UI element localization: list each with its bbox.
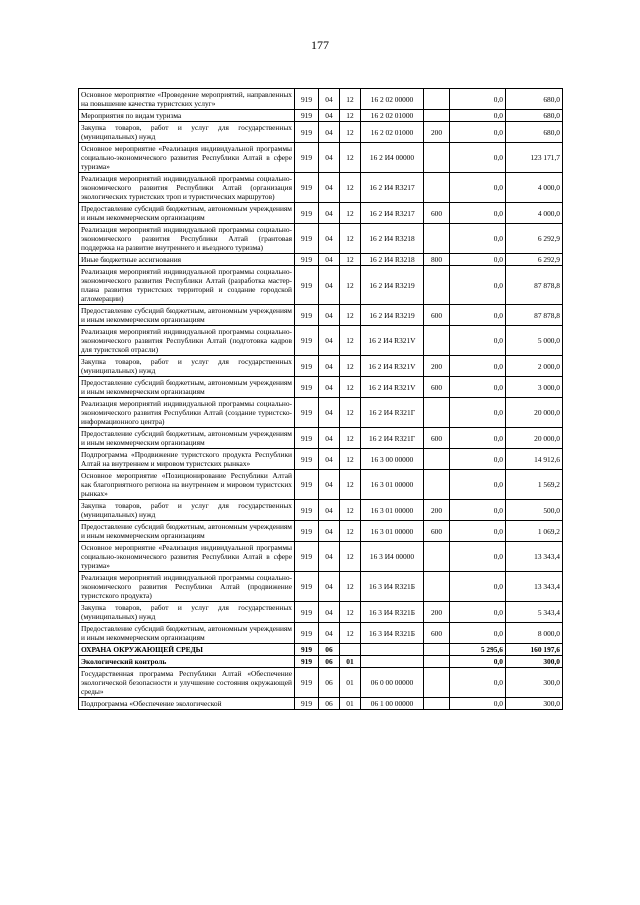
row-admin-code-cell: 919: [295, 668, 319, 698]
budget-table: [78, 88, 563, 710]
row-target-article-cell: 16 2 И4 R3217: [361, 173, 424, 203]
row-amount-2-cell: 13 343,4: [506, 572, 563, 602]
row-target-article-cell: 16 2 И4 R3219: [361, 266, 424, 305]
table-row: [79, 122, 563, 143]
row-amount-1-cell: 0,0: [450, 470, 506, 500]
row-target-article-cell: 16 2 02 00000: [361, 89, 424, 110]
row-admin-code-cell: 919: [295, 122, 319, 143]
row-admin-code-cell: 919: [295, 623, 319, 644]
row-admin-code-cell: 919: [295, 173, 319, 203]
row-name-cell: Предоставление субсидий бюджетным, автономным учреждениям и иным некоммерческим организациям: [79, 377, 295, 398]
row-expense-type-cell: [424, 572, 450, 602]
row-amount-2-cell: 1 569,2: [506, 470, 563, 500]
row-expense-type-cell: [424, 398, 450, 428]
row-section-cell: 04: [319, 500, 340, 521]
row-amount-1-cell: 0,0: [450, 542, 506, 572]
row-section-cell: 04: [319, 623, 340, 644]
row-name-cell: Предоставление субсидий бюджетным, автономным учреждениям и иным некоммерческим организациям: [79, 305, 295, 326]
row-admin-code-cell: 919: [295, 398, 319, 428]
row-amount-1-cell: 0,0: [450, 305, 506, 326]
row-amount-1-cell: 0,0: [450, 698, 506, 710]
row-amount-1-cell: 0,0: [450, 224, 506, 254]
page-number: 177: [311, 38, 329, 52]
table-row: [79, 143, 563, 173]
row-section-cell: 04: [319, 398, 340, 428]
row-target-article-cell: 06 0 00 00000: [361, 668, 424, 698]
row-admin-code-cell: 919: [295, 356, 319, 377]
row-section-cell: 04: [319, 356, 340, 377]
row-expense-type-cell: [424, 470, 450, 500]
row-section-cell: 06: [319, 698, 340, 710]
row-target-article-cell: 16 2 02 01000: [361, 110, 424, 122]
row-section-cell: 06: [319, 668, 340, 698]
row-section-cell: 04: [319, 542, 340, 572]
row-target-article-cell: 16 3 01 00000: [361, 500, 424, 521]
row-subsection-cell: 01: [340, 668, 361, 698]
row-section-cell: 04: [319, 449, 340, 470]
row-name-cell: Предоставление субсидий бюджетным, автономным учреждениям и иным некоммерческим организациям: [79, 623, 295, 644]
row-amount-2-cell: 6 292,9: [506, 224, 563, 254]
row-admin-code-cell: 919: [295, 500, 319, 521]
row-admin-code-cell: 919: [295, 428, 319, 449]
table-row: [79, 254, 563, 266]
row-section-cell: 04: [319, 377, 340, 398]
row-section-cell: 04: [319, 143, 340, 173]
row-amount-1-cell: 0,0: [450, 173, 506, 203]
row-expense-type-cell: [424, 698, 450, 710]
row-amount-2-cell: 2 000,0: [506, 356, 563, 377]
row-amount-1-cell: 0,0: [450, 602, 506, 623]
row-name-cell: Основное мероприятие «Реализация индивидуальной программы социально-экономического развития Республики Алтай в сфере туризма»: [79, 542, 295, 572]
row-subsection-cell: 12: [340, 521, 361, 542]
row-amount-2-cell: 4 000,0: [506, 203, 563, 224]
row-amount-2-cell: 680,0: [506, 89, 563, 110]
row-section-cell: 04: [319, 254, 340, 266]
row-section-cell: 04: [319, 305, 340, 326]
row-target-article-cell: 16 2 И4 00000: [361, 143, 424, 173]
row-section-cell: 04: [319, 89, 340, 110]
row-subsection-cell: 12: [340, 326, 361, 356]
row-amount-2-cell: 4 000,0: [506, 173, 563, 203]
row-subsection-cell: 12: [340, 143, 361, 173]
row-section-cell: 04: [319, 521, 340, 542]
table-row: [79, 266, 563, 305]
row-subsection-cell: 12: [340, 110, 361, 122]
row-amount-1-cell: 0,0: [450, 356, 506, 377]
row-name-cell: Предоставление субсидий бюджетным, автономным учреждениям и иным некоммерческим организациям: [79, 521, 295, 542]
row-target-article-cell: 16 2 И4 R321V: [361, 377, 424, 398]
row-subsection-cell: 12: [340, 623, 361, 644]
row-expense-type-cell: [424, 644, 450, 656]
row-admin-code-cell: 919: [295, 326, 319, 356]
row-target-article-cell: [361, 656, 424, 668]
table-row: [79, 656, 563, 668]
row-section-cell: 06: [319, 644, 340, 656]
table-row: [79, 500, 563, 521]
row-target-article-cell: 16 3 И4 R321Б: [361, 572, 424, 602]
row-section-cell: 04: [319, 224, 340, 254]
row-subsection-cell: 01: [340, 656, 361, 668]
row-amount-1-cell: 0,0: [450, 623, 506, 644]
row-amount-2-cell: 160 197,6: [506, 644, 563, 656]
table-row: [79, 173, 563, 203]
row-amount-2-cell: 13 343,4: [506, 542, 563, 572]
row-subsection-cell: 12: [340, 398, 361, 428]
row-target-article-cell: 16 2 И4 R321V: [361, 326, 424, 356]
table-row: [79, 398, 563, 428]
row-admin-code-cell: 919: [295, 644, 319, 656]
row-amount-2-cell: 5 343,4: [506, 602, 563, 623]
row-target-article-cell: 16 3 И4 00000: [361, 542, 424, 572]
row-amount-1-cell: 0,0: [450, 398, 506, 428]
row-amount-1-cell: 0,0: [450, 326, 506, 356]
row-amount-2-cell: 87 878,8: [506, 266, 563, 305]
table-row: [79, 305, 563, 326]
row-expense-type-cell: [424, 266, 450, 305]
row-admin-code-cell: 919: [295, 449, 319, 470]
row-subsection-cell: 12: [340, 542, 361, 572]
row-subsection-cell: 12: [340, 266, 361, 305]
row-expense-type-cell: 600: [424, 521, 450, 542]
row-target-article-cell: 16 2 И4 R321Г: [361, 428, 424, 449]
row-amount-1-cell: 0,0: [450, 521, 506, 542]
row-target-article-cell: 16 2 И4 R3219: [361, 305, 424, 326]
row-expense-type-cell: [424, 224, 450, 254]
row-expense-type-cell: 600: [424, 377, 450, 398]
row-admin-code-cell: 919: [295, 572, 319, 602]
row-section-cell: 04: [319, 602, 340, 623]
row-subsection-cell: [340, 644, 361, 656]
row-subsection-cell: 12: [340, 305, 361, 326]
row-admin-code-cell: 919: [295, 254, 319, 266]
row-amount-2-cell: 8 000,0: [506, 623, 563, 644]
row-section-cell: 06: [319, 656, 340, 668]
table-row: [79, 602, 563, 623]
row-name-cell: ОХРАНА ОКРУЖАЮЩЕЙ СРЕДЫ: [79, 644, 295, 656]
row-name-cell: Реализация мероприятий индивидуальной программы социально-экономического развития Республики Алтай (разработка мастер-плана развития туристских территорий и создание городской агломерации): [79, 266, 295, 305]
row-expense-type-cell: [424, 668, 450, 698]
row-subsection-cell: 12: [340, 173, 361, 203]
row-expense-type-cell: [424, 110, 450, 122]
row-name-cell: Основное мероприятие «Реализация индивидуальной программы социально-экономического развития Республики Алтай в сфере туризма»: [79, 143, 295, 173]
row-name-cell: Реализация мероприятий индивидуальной программы социально-экономического развития Республики Алтай (создание туристско-информационного центра): [79, 398, 295, 428]
row-target-article-cell: 16 3 И4 R321Б: [361, 623, 424, 644]
row-name-cell: Экологический контроль: [79, 656, 295, 668]
row-amount-1-cell: 0,0: [450, 110, 506, 122]
row-expense-type-cell: 200: [424, 122, 450, 143]
row-subsection-cell: 12: [340, 428, 361, 449]
row-section-cell: 04: [319, 428, 340, 449]
row-amount-1-cell: 0,0: [450, 572, 506, 602]
row-amount-2-cell: 3 000,0: [506, 377, 563, 398]
row-name-cell: Реализация мероприятий индивидуальной программы социально-экономического развития Республики Алтай (грантовая поддержка на развитие внутреннего и въездного туризма): [79, 224, 295, 254]
row-amount-1-cell: 0,0: [450, 500, 506, 521]
row-target-article-cell: 16 2 И4 R3218: [361, 224, 424, 254]
row-expense-type-cell: 600: [424, 428, 450, 449]
row-admin-code-cell: 919: [295, 698, 319, 710]
row-expense-type-cell: [424, 542, 450, 572]
row-section-cell: 04: [319, 203, 340, 224]
row-section-cell: 04: [319, 572, 340, 602]
row-amount-2-cell: 6 292,9: [506, 254, 563, 266]
row-amount-1-cell: 0,0: [450, 203, 506, 224]
row-name-cell: Иные бюджетные ассигнования: [79, 254, 295, 266]
table-row: [79, 428, 563, 449]
row-admin-code-cell: 919: [295, 305, 319, 326]
table-row: [79, 698, 563, 710]
row-expense-type-cell: 600: [424, 305, 450, 326]
row-admin-code-cell: 919: [295, 143, 319, 173]
row-target-article-cell: 16 2 И4 R3218: [361, 254, 424, 266]
row-target-article-cell: [361, 644, 424, 656]
row-expense-type-cell: [424, 326, 450, 356]
row-name-cell: Основное мероприятие «Позиционирование Республики Алтай как благоприятного региона на внутреннем и мировом туристских рынках»: [79, 470, 295, 500]
row-admin-code-cell: 919: [295, 224, 319, 254]
table-row: [79, 449, 563, 470]
row-subsection-cell: 01: [340, 698, 361, 710]
row-section-cell: 04: [319, 326, 340, 356]
row-amount-1-cell: 5 295,6: [450, 644, 506, 656]
row-name-cell: Подпрограмма «Продвижение туристского продукта Республики Алтай на внутреннем и мировом туристских рынках»: [79, 449, 295, 470]
row-amount-2-cell: 680,0: [506, 110, 563, 122]
row-amount-1-cell: 0,0: [450, 122, 506, 143]
row-amount-1-cell: 0,0: [450, 656, 506, 668]
row-name-cell: Подпрограмма «Обеспечение экологической: [79, 698, 295, 710]
row-target-article-cell: 16 2 И4 R321V: [361, 356, 424, 377]
table-row: [79, 89, 563, 110]
row-amount-2-cell: 300,0: [506, 668, 563, 698]
row-amount-1-cell: 0,0: [450, 89, 506, 110]
row-name-cell: Мероприятия по видам туризма: [79, 110, 295, 122]
row-subsection-cell: 12: [340, 572, 361, 602]
table-row: [79, 668, 563, 698]
row-subsection-cell: 12: [340, 470, 361, 500]
row-amount-2-cell: 1 069,2: [506, 521, 563, 542]
row-subsection-cell: 12: [340, 500, 361, 521]
table-row: [79, 470, 563, 500]
row-subsection-cell: 12: [340, 602, 361, 623]
budget-table-body: [79, 89, 563, 710]
row-name-cell: Предоставление субсидий бюджетным, автономным учреждениям и иным некоммерческим организациям: [79, 428, 295, 449]
row-target-article-cell: 16 3 01 00000: [361, 470, 424, 500]
row-subsection-cell: 12: [340, 122, 361, 143]
row-name-cell: Закупка товаров, работ и услуг для государственных (муниципальных) нужд: [79, 122, 295, 143]
table-row: [79, 110, 563, 122]
table-row: [79, 356, 563, 377]
row-target-article-cell: 16 3 00 00000: [361, 449, 424, 470]
row-amount-2-cell: 680,0: [506, 122, 563, 143]
row-admin-code-cell: 919: [295, 602, 319, 623]
row-amount-1-cell: 0,0: [450, 377, 506, 398]
row-target-article-cell: 16 3 01 00000: [361, 521, 424, 542]
row-target-article-cell: 06 1 00 00000: [361, 698, 424, 710]
table-row: [79, 377, 563, 398]
row-expense-type-cell: [424, 449, 450, 470]
row-amount-1-cell: 0,0: [450, 449, 506, 470]
row-amount-1-cell: 0,0: [450, 143, 506, 173]
row-subsection-cell: 12: [340, 356, 361, 377]
row-admin-code-cell: 919: [295, 542, 319, 572]
row-expense-type-cell: 200: [424, 602, 450, 623]
row-expense-type-cell: 800: [424, 254, 450, 266]
row-subsection-cell: 12: [340, 89, 361, 110]
table-row: [79, 203, 563, 224]
row-amount-1-cell: 0,0: [450, 254, 506, 266]
row-name-cell: Реализация мероприятий индивидуальной программы социально-экономического развития Республики Алтай (организация экологических туристских троп и туристических маршрутов): [79, 173, 295, 203]
row-amount-2-cell: 5 000,0: [506, 326, 563, 356]
row-amount-2-cell: 500,0: [506, 500, 563, 521]
row-target-article-cell: 16 2 И4 R321Г: [361, 398, 424, 428]
row-amount-1-cell: 0,0: [450, 428, 506, 449]
row-admin-code-cell: 919: [295, 656, 319, 668]
row-subsection-cell: 12: [340, 449, 361, 470]
row-name-cell: Закупка товаров, работ и услуг для государственных (муниципальных) нужд: [79, 602, 295, 623]
row-name-cell: Предоставление субсидий бюджетным, автономным учреждениям и иным некоммерческим организациям: [79, 203, 295, 224]
row-name-cell: Закупка товаров, работ и услуг для государственных (муниципальных) нужд: [79, 500, 295, 521]
row-expense-type-cell: 600: [424, 203, 450, 224]
row-amount-1-cell: 0,0: [450, 266, 506, 305]
row-name-cell: Государственная программа Республики Алтай «Обеспечение экологической безопасности и улучшение состояния окружающей среды»: [79, 668, 295, 698]
row-name-cell: Основное мероприятие «Проведение мероприятий, направленных на повышение качества туристских услуг»: [79, 89, 295, 110]
row-amount-2-cell: 87 878,8: [506, 305, 563, 326]
row-expense-type-cell: 200: [424, 356, 450, 377]
row-amount-2-cell: 14 912,6: [506, 449, 563, 470]
row-expense-type-cell: [424, 656, 450, 668]
table-row: [79, 326, 563, 356]
row-name-cell: Закупка товаров, работ и услуг для государственных (муниципальных) нужд: [79, 356, 295, 377]
row-admin-code-cell: 919: [295, 470, 319, 500]
table-row: [79, 542, 563, 572]
row-admin-code-cell: 919: [295, 266, 319, 305]
row-admin-code-cell: 919: [295, 521, 319, 542]
row-section-cell: 04: [319, 173, 340, 203]
row-expense-type-cell: [424, 173, 450, 203]
row-target-article-cell: 16 2 И4 R3217: [361, 203, 424, 224]
table-row: [79, 623, 563, 644]
table-row: [79, 644, 563, 656]
row-subsection-cell: 12: [340, 224, 361, 254]
row-expense-type-cell: 600: [424, 623, 450, 644]
row-section-cell: 04: [319, 266, 340, 305]
row-admin-code-cell: 919: [295, 203, 319, 224]
row-section-cell: 04: [319, 470, 340, 500]
row-subsection-cell: 12: [340, 254, 361, 266]
row-admin-code-cell: 919: [295, 89, 319, 110]
row-admin-code-cell: 919: [295, 377, 319, 398]
row-name-cell: Реализация мероприятий индивидуальной программы социально-экономического развития Республики Алтай (подготовка кадров для туристской отрасли): [79, 326, 295, 356]
row-expense-type-cell: [424, 143, 450, 173]
row-target-article-cell: 16 3 И4 R321Б: [361, 602, 424, 623]
table-row: [79, 224, 563, 254]
row-admin-code-cell: 919: [295, 110, 319, 122]
row-target-article-cell: 16 2 02 01000: [361, 122, 424, 143]
row-subsection-cell: 12: [340, 377, 361, 398]
row-amount-2-cell: 300,0: [506, 656, 563, 668]
table-row: [79, 521, 563, 542]
row-amount-2-cell: 20 000,0: [506, 398, 563, 428]
row-section-cell: 04: [319, 122, 340, 143]
row-section-cell: 04: [319, 110, 340, 122]
row-amount-2-cell: 123 171,7: [506, 143, 563, 173]
row-name-cell: Реализация мероприятий индивидуальной программы социально-экономического развития Республики Алтай (продвижение туристского продукта): [79, 572, 295, 602]
row-expense-type-cell: 200: [424, 500, 450, 521]
row-subsection-cell: 12: [340, 203, 361, 224]
row-expense-type-cell: [424, 89, 450, 110]
row-amount-2-cell: 20 000,0: [506, 428, 563, 449]
row-amount-2-cell: 300,0: [506, 698, 563, 710]
table-row: [79, 572, 563, 602]
row-amount-1-cell: 0,0: [450, 668, 506, 698]
